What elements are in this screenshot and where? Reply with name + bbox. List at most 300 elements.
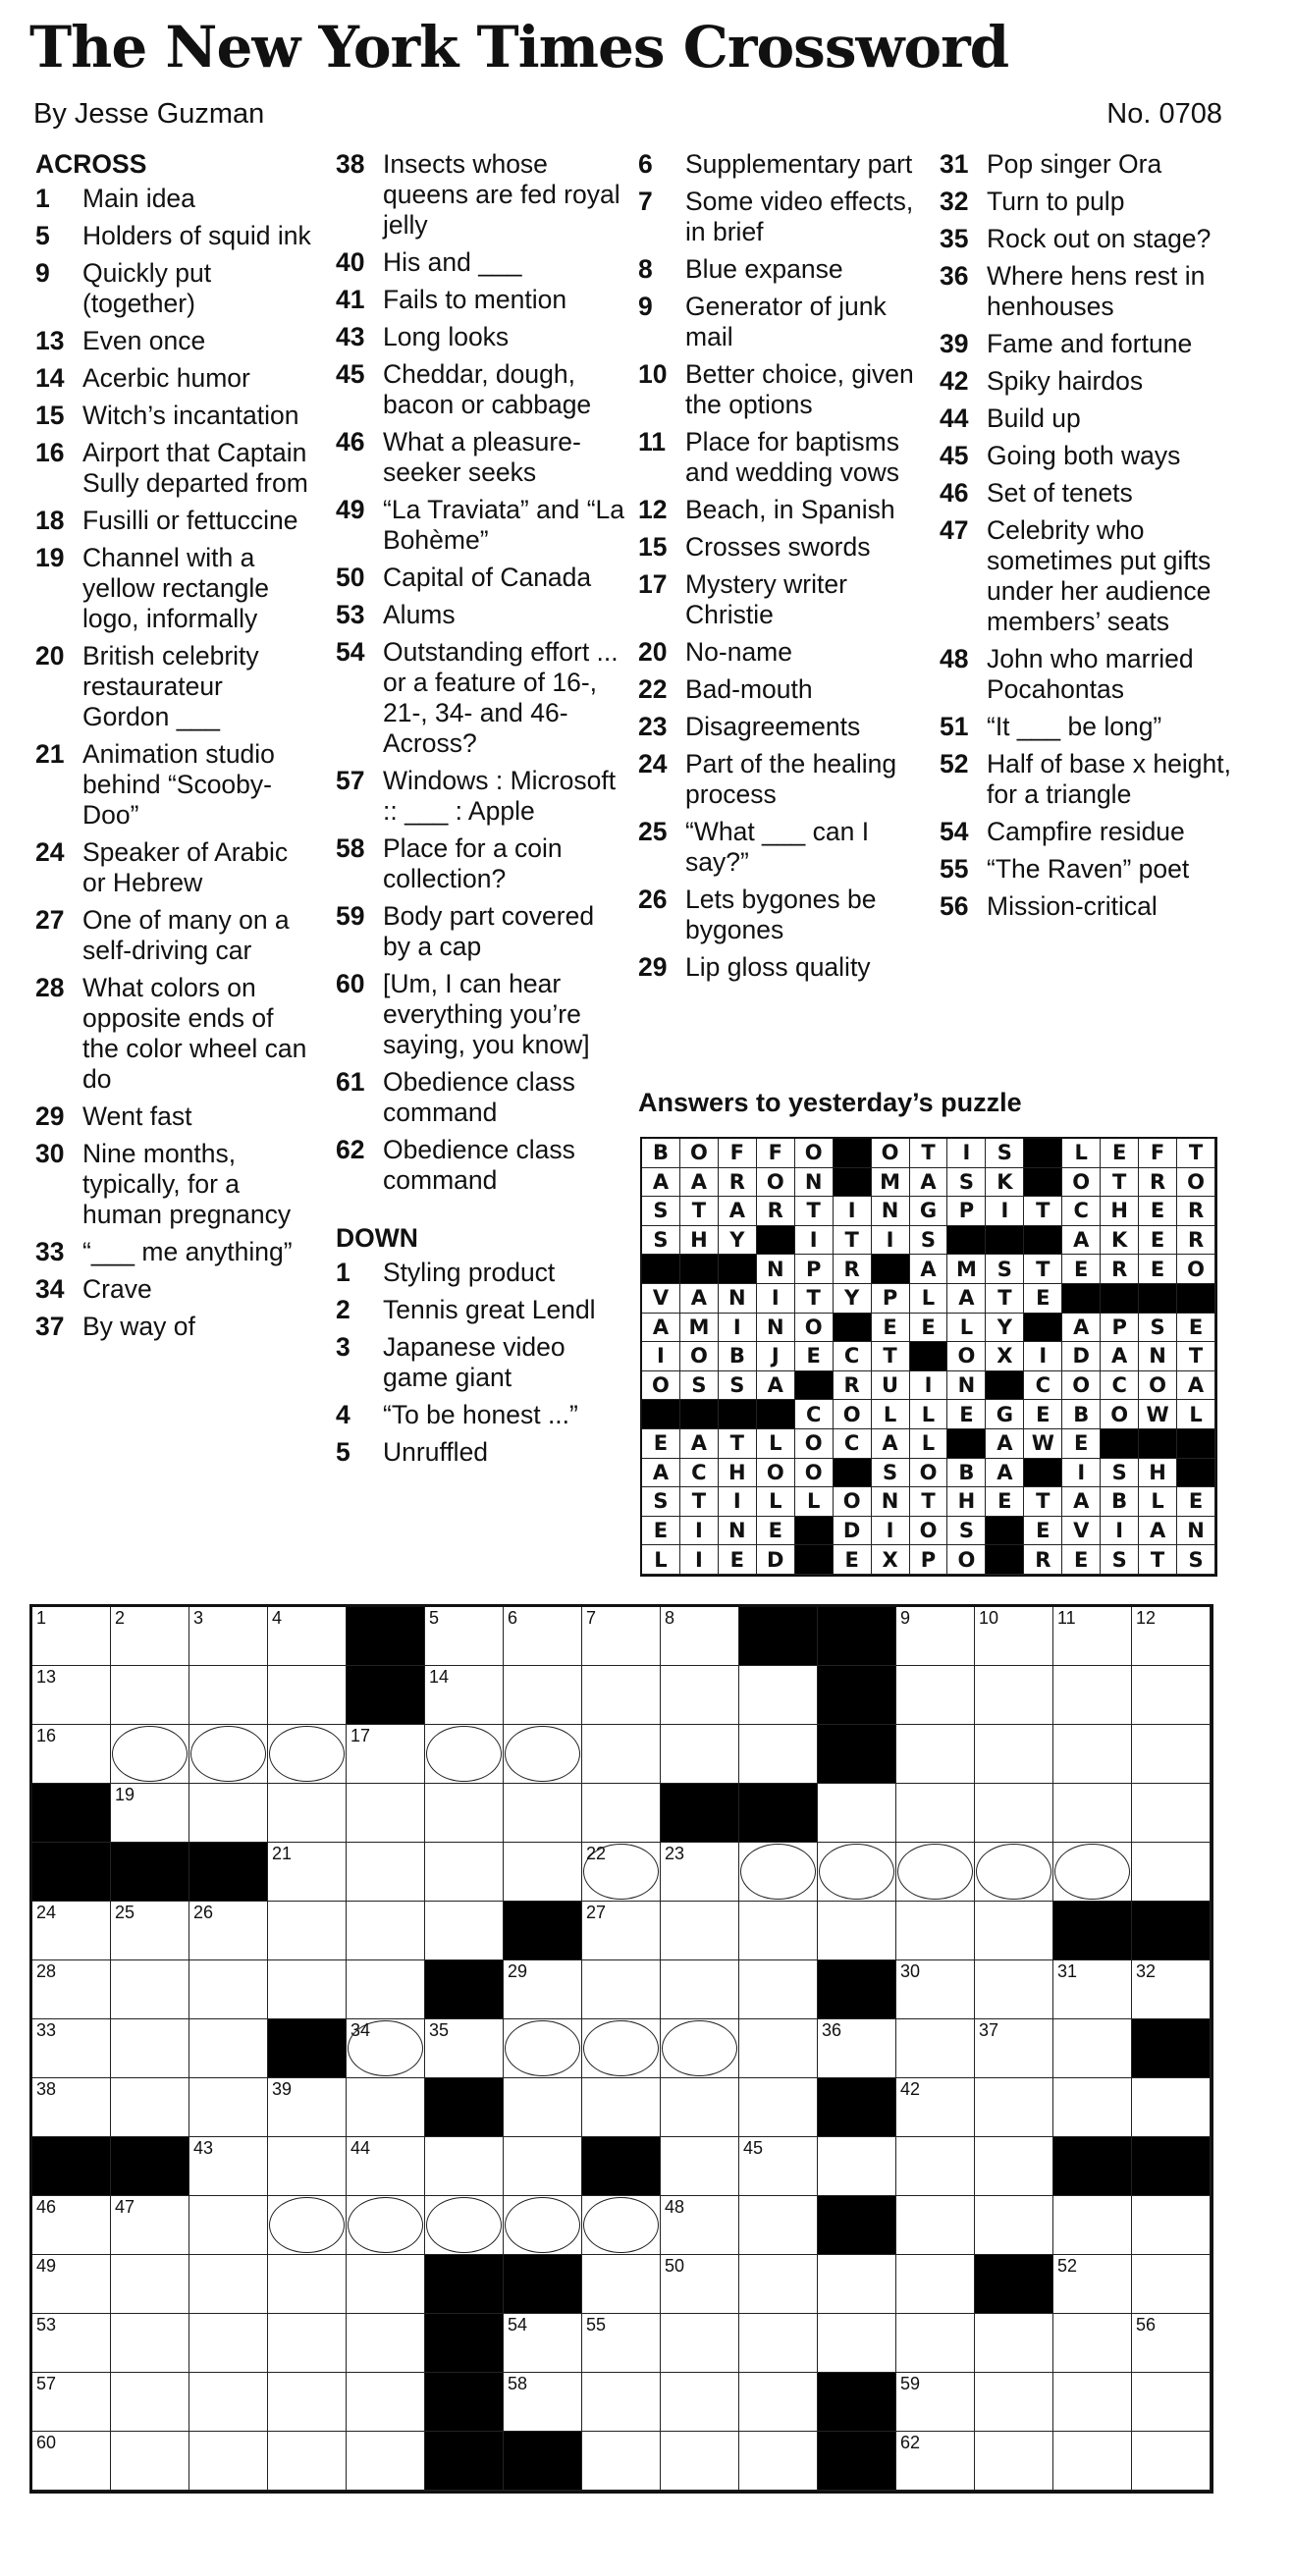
grid-cell[interactable] [818,2137,896,2196]
across-clue-53[interactable] [336,600,625,630]
answer-block [757,1226,795,1256]
grid-cell[interactable] [268,2432,347,2491]
down-clue-10[interactable] [638,359,923,420]
down-clue-23[interactable] [638,712,923,742]
grid-cell[interactable] [661,1725,739,1784]
clue-number: 59 [336,901,365,931]
grid-cell[interactable] [268,2314,347,2373]
grid-cell[interactable] [32,1902,111,1960]
grid-cell[interactable] [268,1843,347,1902]
grid-cell[interactable] [111,1902,189,1960]
across-clue-19[interactable] [35,543,315,634]
grid-cell[interactable] [739,1960,818,2019]
answer-letter: H [680,1226,719,1256]
grid-cell[interactable] [189,2314,268,2373]
grid-cell[interactable] [582,2019,661,2078]
down-clue-52[interactable] [940,749,1234,810]
answer-letter: E [1024,1400,1062,1429]
grid-cell[interactable] [189,2432,268,2491]
clue-number: 5 [35,221,50,250]
grid-cell[interactable] [739,2137,818,2196]
grid-cell[interactable] [189,2255,268,2314]
grid-cell[interactable] [582,1843,661,1902]
cell-number: 38 [36,2079,57,2099]
down-clue-9[interactable] [638,292,923,352]
across-clue-62[interactable] [336,1135,625,1196]
grid-cell[interactable] [32,2196,111,2255]
answer-letter: G [910,1197,948,1226]
grid-cell[interactable] [111,2255,189,2314]
down-clue-56[interactable] [940,891,1234,922]
across-clue-59[interactable] [336,901,625,962]
down-clue-1[interactable] [336,1258,625,1288]
across-clue-1[interactable] [35,184,315,214]
across-clue-28[interactable] [35,973,315,1095]
grid-cell[interactable] [1053,2196,1132,2255]
down-clue-7[interactable] [638,187,923,247]
grid-cell[interactable] [1132,2078,1211,2137]
grid-cell[interactable] [189,2019,268,2078]
down-clue-51[interactable] [940,712,1234,742]
grid-cell[interactable] [975,2019,1053,2078]
grid-cell[interactable] [32,2019,111,2078]
grid-cell[interactable] [504,1843,582,1902]
grid-cell[interactable] [739,1666,818,1725]
answer-letter: C [795,1400,834,1429]
grid-cell[interactable] [739,2196,818,2255]
grid-cell[interactable] [189,1902,268,1960]
grid-cell[interactable] [975,2078,1053,2137]
grid-cell[interactable] [896,1607,975,1666]
clue-text: Where hens rest in henhouses [987,261,1206,321]
grid-cell[interactable] [818,1843,896,1902]
grid-cell[interactable] [661,2432,739,2491]
grid-cell[interactable] [347,2078,425,2137]
grid-cell[interactable] [32,2373,111,2432]
grid-cell[interactable] [504,2373,582,2432]
grid-cell[interactable] [739,1725,818,1784]
grid-block [425,2373,504,2432]
grid-cell[interactable] [818,1784,896,1843]
grid-block [818,2432,896,2491]
grid-cell[interactable] [582,2373,661,2432]
grid-cell[interactable] [661,2196,739,2255]
grid-cell[interactable] [425,1843,504,1902]
grid-cell[interactable] [975,1784,1053,1843]
grid-cell[interactable] [661,1666,739,1725]
grid-cell[interactable] [739,2078,818,2137]
down-clue-26[interactable] [638,885,923,945]
down-clue-4[interactable] [336,1400,625,1430]
grid-cell[interactable] [896,2196,975,2255]
grid-cell[interactable] [111,2432,189,2491]
down-clue-2[interactable] [336,1295,625,1325]
grid-cell[interactable] [189,1960,268,2019]
down-clue-17[interactable] [638,569,923,630]
across-clue-54[interactable] [336,637,625,759]
across-clue-16[interactable] [35,438,315,499]
grid-cell[interactable] [739,2255,818,2314]
across-clue-41[interactable] [336,285,625,315]
across-clue-15[interactable] [35,401,315,431]
grid-cell[interactable] [1132,1666,1211,1725]
grid-cell[interactable] [661,1843,739,1902]
grid-cell[interactable] [1132,1784,1211,1843]
down-clue-29[interactable] [638,952,923,983]
grid-cell[interactable] [661,2078,739,2137]
down-clue-32[interactable] [940,187,1234,217]
grid-cell[interactable] [1053,1784,1132,1843]
across-clue-5[interactable] [35,221,315,251]
across-clue-60[interactable] [336,969,625,1060]
grid-cell[interactable] [896,1960,975,2019]
grid-cell[interactable] [1053,2078,1132,2137]
grid-cell[interactable] [504,2196,582,2255]
cell-number: 14 [429,1667,450,1687]
clue-text: Capital of Canada [383,563,592,592]
grid-cell[interactable] [268,1960,347,2019]
grid-cell[interactable] [32,2314,111,2373]
grid-cell[interactable] [661,1902,739,1960]
answer-block [1177,1429,1215,1459]
grid-cell[interactable] [1132,2255,1211,2314]
grid-cell[interactable] [504,2019,582,2078]
across-clue-34[interactable] [35,1274,315,1305]
grid-cell[interactable] [661,2255,739,2314]
grid-cell[interactable] [347,2137,425,2196]
grid-cell[interactable] [582,1666,661,1725]
grid-cell[interactable] [739,1902,818,1960]
across-clue-18[interactable] [35,506,315,536]
down-clue-22[interactable] [638,674,923,705]
grid-cell[interactable] [504,2137,582,2196]
grid-cell[interactable] [896,1902,975,1960]
grid-cell[interactable] [896,2078,975,2137]
grid-cell[interactable] [268,1607,347,1666]
grid-cell[interactable] [32,1725,111,1784]
across-clue-30[interactable] [35,1139,315,1230]
grid-cell[interactable] [975,2137,1053,2196]
grid-cell[interactable] [896,2373,975,2432]
grid-cell[interactable] [896,2314,975,2373]
grid-cell[interactable] [504,1607,582,1666]
grid-cell[interactable] [347,2196,425,2255]
clue-text: Insects whose queens are fed royal jelly [383,149,620,240]
grid-cell[interactable] [739,2019,818,2078]
grid-cell[interactable] [975,1666,1053,1725]
grid-cell[interactable] [111,1607,189,1666]
grid-cell[interactable] [975,2373,1053,2432]
across-clue-24[interactable] [35,837,315,898]
grid-cell[interactable] [268,1666,347,1725]
grid-cell[interactable] [739,2314,818,2373]
grid-cell[interactable] [504,1784,582,1843]
grid-cell[interactable] [975,1902,1053,1960]
grid-cell[interactable] [975,1607,1053,1666]
grid-cell[interactable] [189,2373,268,2432]
grid-cell[interactable] [975,2196,1053,2255]
grid-cell[interactable] [268,1725,347,1784]
down-clue-15[interactable] [638,532,923,563]
answer-letter: T [680,1487,719,1517]
answer-letter: A [986,1459,1024,1488]
grid-cell[interactable] [1053,2314,1132,2373]
grid-cell[interactable] [189,2196,268,2255]
down-clue-3[interactable] [336,1332,625,1393]
grid-cell[interactable] [975,2314,1053,2373]
down-clue-48[interactable] [940,644,1234,705]
grid-cell[interactable] [347,1960,425,2019]
grid-cell[interactable] [425,1725,504,1784]
grid-cell[interactable] [504,1666,582,1725]
grid-cell[interactable] [111,2019,189,2078]
answer-letter: E [910,1314,948,1343]
grid-cell[interactable] [1053,1725,1132,1784]
grid-cell[interactable] [975,1960,1053,2019]
clue-number: 2 [336,1295,350,1324]
grid-cell[interactable] [111,2314,189,2373]
across-clue-61[interactable] [336,1067,625,1128]
grid-cell[interactable] [582,2432,661,2491]
grid-cell[interactable] [661,2137,739,2196]
crossword-grid[interactable] [29,1604,1213,2494]
grid-cell[interactable] [347,2255,425,2314]
answer-letter: R [834,1255,872,1284]
grid-cell[interactable] [347,1725,425,1784]
clue-text: Channel with a yellow rectangle logo, informally [82,543,270,633]
grid-cell[interactable] [1132,1843,1211,1902]
answer-block [757,1400,795,1429]
grid-cell[interactable] [189,1607,268,1666]
answer-letter: K [986,1168,1024,1198]
grid-cell[interactable] [1132,2373,1211,2432]
grid-cell[interactable] [896,2019,975,2078]
grid-cell[interactable] [504,2314,582,2373]
grid-cell[interactable] [1053,1960,1132,2019]
grid-cell[interactable] [582,1725,661,1784]
grid-cell[interactable] [739,1843,818,1902]
grid-cell[interactable] [425,1666,504,1725]
grid-cell[interactable] [268,2373,347,2432]
grid-cell[interactable] [896,1666,975,1725]
grid-cell[interactable] [347,1784,425,1843]
down-clue-25[interactable] [638,817,923,878]
grid-cell[interactable] [504,2078,582,2137]
grid-cell[interactable] [582,2196,661,2255]
grid-cell[interactable] [268,1902,347,1960]
grid-cell[interactable] [1132,1607,1211,1666]
across-clue-9[interactable] [35,258,315,319]
across-clue-13[interactable] [35,326,315,356]
grid-cell[interactable] [347,1902,425,1960]
down-clue-54[interactable] [940,817,1234,847]
grid-cell[interactable] [818,2255,896,2314]
grid-cell[interactable] [189,2137,268,2196]
grid-cell[interactable] [347,2373,425,2432]
grid-cell[interactable] [32,1666,111,1725]
grid-cell[interactable] [896,1725,975,1784]
clue-text: Airport that Captain Sully departed from [82,438,308,498]
down-clue-31[interactable] [940,149,1234,180]
down-clue-35[interactable] [940,224,1234,254]
grid-cell[interactable] [425,1784,504,1843]
grid-cell[interactable] [425,2019,504,2078]
down-clue-36[interactable] [940,261,1234,322]
grid-cell[interactable] [111,1784,189,1843]
grid-cell[interactable] [739,2432,818,2491]
grid-cell[interactable] [111,1960,189,2019]
grid-cell[interactable] [818,1902,896,1960]
grid-cell[interactable] [582,1960,661,2019]
grid-cell[interactable] [189,1666,268,1725]
grid-cell[interactable] [582,1784,661,1843]
across-clue-20[interactable] [35,641,315,732]
grid-cell[interactable] [1053,1666,1132,1725]
down-clue-8[interactable] [638,254,923,285]
clue-text: “It ___ be long” [987,712,1162,741]
down-clue-5[interactable] [336,1437,625,1468]
grid-cell[interactable] [1053,1843,1132,1902]
down-clue-44[interactable] [940,403,1234,434]
down-clue-6[interactable] [638,149,923,180]
grid-cell[interactable] [347,1843,425,1902]
across-clue-58[interactable] [336,833,625,894]
grid-cell[interactable] [111,1666,189,1725]
across-clue-46[interactable] [336,427,625,488]
down-clue-20[interactable] [638,637,923,668]
across-clue-50[interactable] [336,563,625,593]
down-clue-12[interactable] [638,495,923,525]
grid-cell[interactable] [1053,2255,1132,2314]
grid-cell[interactable] [32,1960,111,2019]
down-clue-24[interactable] [638,749,923,810]
grid-cell[interactable] [975,2432,1053,2491]
down-clue-46[interactable] [940,478,1234,509]
grid-cell[interactable] [1053,1607,1132,1666]
grid-cell[interactable] [268,2137,347,2196]
grid-cell[interactable] [661,2314,739,2373]
grid-cell[interactable] [425,1902,504,1960]
grid-cell[interactable] [425,1607,504,1666]
grid-cell[interactable] [1053,2373,1132,2432]
down-clue-11[interactable] [638,427,923,488]
grid-cell[interactable] [504,1725,582,1784]
grid-cell[interactable] [661,1960,739,2019]
grid-cell[interactable] [739,2373,818,2432]
grid-cell[interactable] [582,2255,661,2314]
grid-cell[interactable] [1132,2196,1211,2255]
grid-cell[interactable] [425,2196,504,2255]
grid-cell[interactable] [896,2137,975,2196]
clue-number: 43 [336,322,365,351]
grid-cell[interactable] [1132,1960,1211,2019]
down-clue-45[interactable] [940,441,1234,471]
grid-cell[interactable] [347,2432,425,2491]
across-clue-29[interactable] [35,1101,315,1132]
grid-cell[interactable] [1132,1725,1211,1784]
answer-letter: Y [834,1284,872,1314]
grid-cell[interactable] [1053,2019,1132,2078]
grid-cell[interactable] [896,2432,975,2491]
across-clue-57[interactable] [336,766,625,827]
across-clue-45[interactable] [336,359,625,420]
across-clue-14[interactable] [35,363,315,394]
grid-cell[interactable] [896,1843,975,1902]
grid-cell[interactable] [661,1607,739,1666]
grid-cell[interactable] [268,1784,347,1843]
grid-cell[interactable] [582,2314,661,2373]
grid-cell[interactable] [32,2432,111,2491]
down-clue-42[interactable] [940,366,1234,397]
across-clue-27[interactable] [35,905,315,966]
grid-cell[interactable] [582,1607,661,1666]
answer-letter: A [986,1429,1024,1459]
across-clue-43[interactable] [336,322,625,352]
grid-cell[interactable] [32,2255,111,2314]
answer-letter: T [1139,1545,1177,1575]
grid-cell[interactable] [111,2196,189,2255]
across-clue-40[interactable] [336,247,625,278]
down-clue-39[interactable] [940,329,1234,359]
grid-cell[interactable] [189,1784,268,1843]
grid-cell[interactable] [582,1902,661,1960]
grid-cell[interactable] [896,2255,975,2314]
grid-cell[interactable] [975,1843,1053,1902]
grid-cell[interactable] [1132,2314,1211,2373]
answer-block [1024,1314,1062,1343]
grid-block [347,1607,425,1666]
answer-letter: A [642,1168,680,1198]
down-clue-55[interactable] [940,854,1234,885]
grid-cell[interactable] [661,2019,739,2078]
grid-cell[interactable] [582,2078,661,2137]
grid-cell[interactable] [268,2078,347,2137]
grid-cell[interactable] [111,1725,189,1784]
grid-cell[interactable] [268,2255,347,2314]
clue-number: 46 [940,478,969,508]
grid-cell[interactable] [32,2078,111,2137]
grid-cell[interactable] [268,2196,347,2255]
grid-cell[interactable] [1132,2432,1211,2491]
answer-letter: L [757,1429,795,1459]
grid-cell[interactable] [896,1784,975,1843]
grid-cell[interactable] [504,1960,582,2019]
grid-cell[interactable] [189,1725,268,1784]
across-clue-38[interactable] [336,149,625,241]
grid-cell[interactable] [1053,2432,1132,2491]
grid-cell[interactable] [425,2137,504,2196]
clue-text: Build up [987,403,1081,433]
grid-cell[interactable] [111,2078,189,2137]
grid-cell[interactable] [661,2373,739,2432]
grid-cell[interactable] [975,1725,1053,1784]
grid-cell[interactable] [347,2314,425,2373]
answer-letter: C [834,1429,872,1459]
cell-number: 12 [1136,1608,1157,1628]
grid-cell[interactable] [189,2078,268,2137]
answer-letter: A [910,1255,948,1284]
grid-cell[interactable] [347,2019,425,2078]
across-clue-33[interactable] [35,1237,315,1267]
grid-cell[interactable] [111,2373,189,2432]
across-clue-21[interactable] [35,739,315,831]
across-clue-37[interactable] [35,1312,315,1342]
down-clue-47[interactable] [940,515,1234,637]
across-clue-49[interactable] [336,495,625,556]
grid-cell[interactable] [32,1607,111,1666]
grid-cell[interactable] [818,2019,896,2078]
grid-cell[interactable] [818,2314,896,2373]
